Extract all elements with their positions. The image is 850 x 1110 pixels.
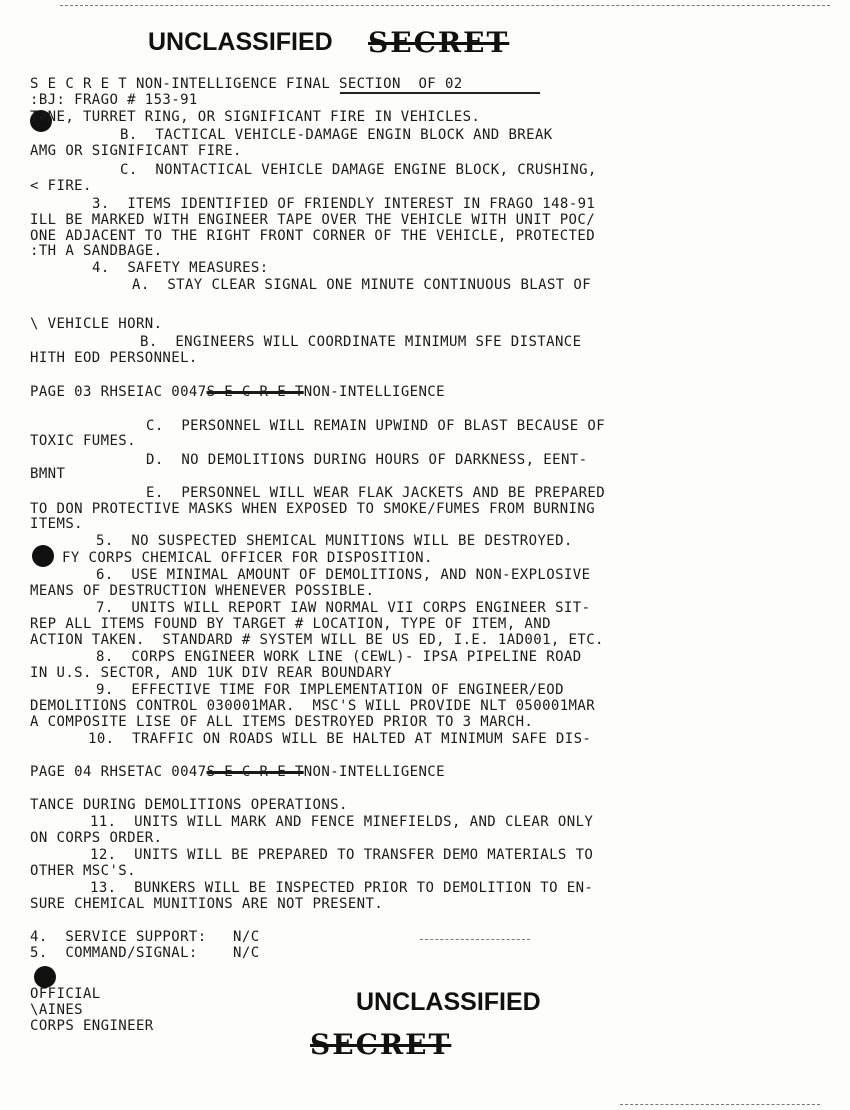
body-line: \ VEHICLE HORN. bbox=[30, 316, 163, 332]
body-line: ON CORPS ORDER. bbox=[30, 830, 163, 846]
body-line: TO DON PROTECTIVE MASKS WHEN EXPOSED TO SMOKE/FUMES FROM BURNING bbox=[30, 501, 596, 517]
body-line: 10. TRAFFIC ON ROADS WILL BE HALTED AT MINIMUM SAFE DIS- bbox=[88, 731, 592, 747]
body-line: 13. BUNKERS WILL BE INSPECTED PRIOR TO DEMOLITION TO EN- bbox=[90, 880, 594, 896]
classification-secret-top: SECRET bbox=[368, 26, 510, 59]
body-line: SURE CHEMICAL MUNITIONS ARE NOT PRESENT. bbox=[30, 896, 384, 912]
body-line: 12. UNITS WILL BE PREPARED TO TRANSFER DEMO MATERIALS TO bbox=[90, 847, 594, 863]
body-line: 6. USE MINIMAL AMOUNT OF DEMOLITIONS, AND NON-EXPLOSIVE bbox=[96, 567, 591, 583]
body-line: 3. ITEMS IDENTIFIED OF FRIENDLY INTEREST IN FRAGO 148-91 bbox=[92, 196, 596, 212]
page-header-03 bbox=[30, 384, 445, 400]
body-line: A. STAY CLEAR SIGNAL ONE MINUTE CONTINUOUS BLAST OF bbox=[132, 277, 592, 293]
scan-artifact-mid bbox=[420, 939, 530, 940]
body-line: B. TACTICAL VEHICLE-DAMAGE ENGIN BLOCK AND BREAK bbox=[120, 127, 553, 143]
body-line: AMG OR SIGNIFICANT FIRE. bbox=[30, 143, 242, 159]
body-line: IN U.S. SECTOR, AND 1UK DIV REAR BOUNDARY bbox=[30, 665, 392, 681]
classification-line: S E C R E T NON-INTELLIGENCE FINAL SECTION OF 02 bbox=[30, 76, 463, 92]
body-line: TANE, TURRET RING, OR SIGNIFICANT FIRE IN VEHICLES. bbox=[30, 109, 481, 125]
body-line: ONE ADJACENT TO THE RIGHT FRONT CORNER OF THE VEHICLE, PROTECTED bbox=[30, 228, 596, 244]
body-line: A COMPOSITE LISE OF ALL ITEMS DESTROYED PRIOR TO 3 MARCH. bbox=[30, 714, 534, 730]
body-line: 7. UNITS WILL REPORT IAW NORMAL VII CORPS ENGINEER SIT- bbox=[96, 600, 591, 616]
scan-artifact-top bbox=[60, 5, 830, 6]
body-line: DEMOLITIONS CONTROL 030001MAR. MSC'S WILL PROVIDE NLT 050001MAR bbox=[30, 698, 596, 714]
body-line: ACTION TAKEN. STANDARD # SYSTEM WILL BE US ED, I.E. 1AD001, ETC. bbox=[30, 632, 604, 648]
signature-official: OFFICIAL bbox=[30, 986, 101, 1002]
body-line: FY CORPS CHEMICAL OFFICER FOR DISPOSITION. bbox=[62, 550, 433, 566]
body-line: < FIRE. bbox=[30, 178, 92, 194]
body-line: ITEMS. bbox=[30, 516, 83, 532]
body-line: C. PERSONNEL WILL REMAIN UPWIND OF BLAST BECAUSE OF bbox=[146, 418, 606, 434]
body-line: C. NONTACTICAL VEHICLE DAMAGE ENGINE BLOCK, CRUSHING, bbox=[120, 162, 597, 178]
body-line: TANCE DURING DEMOLITIONS OPERATIONS. bbox=[30, 797, 348, 813]
body-line: 9. EFFECTIVE TIME FOR IMPLEMENTATION OF ENGINEER/EOD bbox=[96, 682, 564, 698]
hole-punch-2 bbox=[32, 545, 54, 567]
page-header-03-strike: S E C R E T bbox=[206, 384, 304, 400]
classification-unclassified-bottom: UNCLASSIFIED bbox=[356, 988, 541, 1016]
body-line: D. NO DEMOLITIONS DURING HOURS OF DARKNESS, EENT- bbox=[146, 452, 588, 468]
body-line: 8. CORPS ENGINEER WORK LINE (CEWL)- IPSA PIPELINE ROAD bbox=[96, 649, 582, 665]
body-line: REP ALL ITEMS FOUND BY TARGET # LOCATION, TYPE OF ITEM, AND bbox=[30, 616, 551, 632]
body-line: B. ENGINEERS WILL COORDINATE MINIMUM SFE DISTANCE bbox=[140, 334, 582, 350]
classification-secret-bottom: SECRET bbox=[310, 1028, 452, 1061]
body-line: 4. SAFETY MEASURES: bbox=[92, 260, 269, 276]
scan-artifact-bottom bbox=[620, 1104, 820, 1105]
body-line: 5. NO SUSPECTED SHEMICAL MUNITIONS WILL BE DESTROYED. bbox=[96, 533, 573, 549]
page-header-03-id: PAGE 03 RHSEIAC 0047 bbox=[30, 384, 207, 400]
body-line: HITH EOD PERSONNEL. bbox=[30, 350, 198, 366]
page-header-04-tail: NON-INTELLIGENCE bbox=[303, 764, 445, 780]
page-header-03-tail: NON-INTELLIGENCE bbox=[303, 384, 445, 400]
page-header-04-id: PAGE 04 RHSETAC 0047 bbox=[30, 764, 207, 780]
body-line: OTHER MSC'S. bbox=[30, 863, 136, 879]
body-line: TOXIC FUMES. bbox=[30, 433, 136, 449]
classification-underline bbox=[340, 92, 540, 94]
hole-punch-3 bbox=[34, 966, 56, 988]
body-line: 11. UNITS WILL MARK AND FENCE MINEFIELDS, AND CLEAR ONLY bbox=[90, 814, 594, 830]
body-line: ILL BE MARKED WITH ENGINEER TAPE OVER THE VEHICLE WITH UNIT POC/ bbox=[30, 212, 596, 228]
body-line: BMNT bbox=[30, 466, 66, 482]
subject-line: :BJ: FRAGO # 153-91 bbox=[30, 92, 198, 108]
service-support-line: 4. SERVICE SUPPORT: N/C bbox=[30, 929, 260, 945]
classification-unclassified-top: UNCLASSIFIED bbox=[148, 28, 333, 56]
page-header-04 bbox=[30, 764, 445, 780]
command-signal-line: 5. COMMAND/SIGNAL: N/C bbox=[30, 945, 260, 961]
body-line: E. PERSONNEL WILL WEAR FLAK JACKETS AND BE PREPARED bbox=[146, 485, 606, 501]
signature-name: \AINES bbox=[30, 1002, 83, 1018]
page-header-04-strike: S E C R E T bbox=[206, 764, 304, 780]
body-line: :TH A SANDBAGE. bbox=[30, 243, 163, 259]
body-line: MEANS OF DESTRUCTION WHENEVER POSSIBLE. bbox=[30, 583, 375, 599]
signature-title: CORPS ENGINEER bbox=[30, 1018, 154, 1034]
